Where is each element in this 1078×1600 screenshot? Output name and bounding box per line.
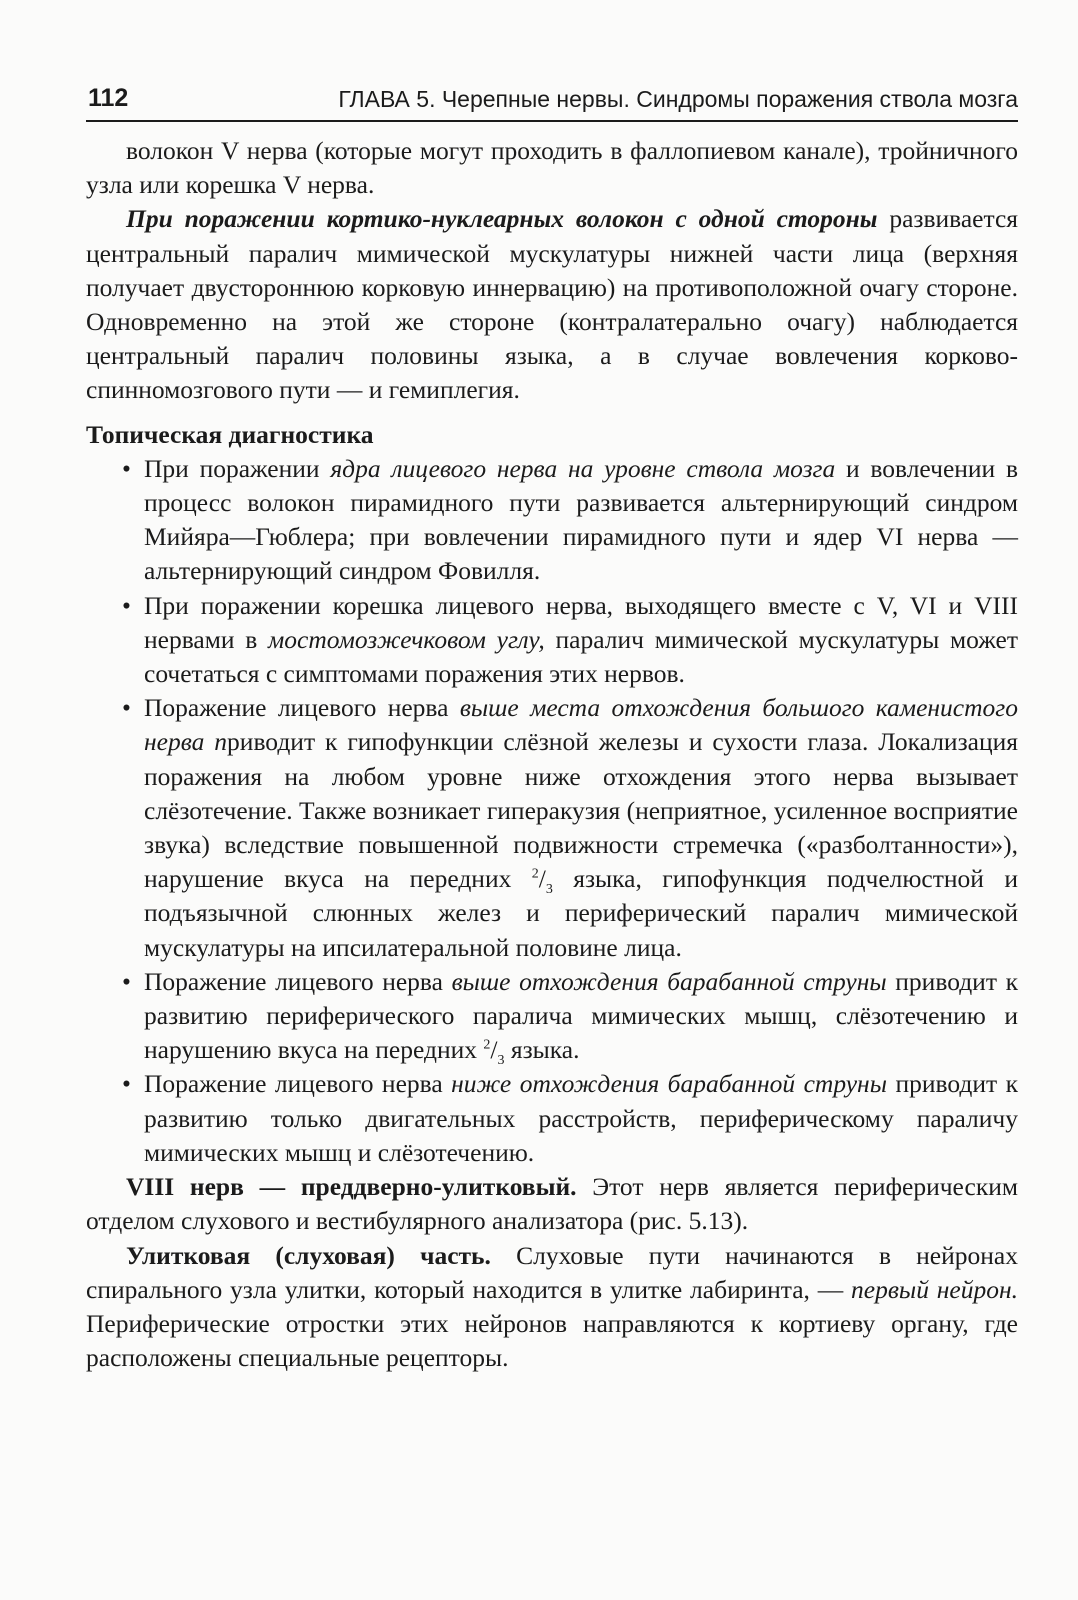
paragraph-text: Этот нерв является периферическим отделом слухового и вестибулярного анализатора (рис. 5.13). bbox=[86, 1172, 1019, 1236]
fraction-denominator: 3 bbox=[497, 1053, 505, 1069]
paragraph-lead-bold: Улитковая (слуховая) часть. bbox=[126, 1240, 491, 1270]
paragraph-text: развивается центральный паралич мимической мускулатуры нижней части лица (верхняя получает двустороннюю корковую иннервацию) на противоположной очагу стороне. Одновременно на этой же стороне (контралатерально очагу) наблюдается центральный паралич половины языка, а в случае вовлечения корково-спинномозгового пути — и гемиплегия. bbox=[86, 204, 1018, 405]
paragraph-emphasis: первый нейрон. bbox=[851, 1274, 1018, 1304]
list-item-emphasis: выше места отхождения большого каменистого нерва п bbox=[144, 693, 1018, 757]
fraction-slash: / bbox=[538, 864, 546, 894]
list-item bbox=[122, 965, 1018, 1069]
list-item-text: При поражении корешка лицевого нерва, выходящего вместе с V, VI и VIII нервами в bbox=[144, 590, 1018, 654]
bullet-glyph: • bbox=[122, 590, 131, 620]
list-item-text: риводит к гипофункции слёзной железы и сухости глаза. Локализация поражения на любом уровне ниже отхождения этого нерва вызывает слёзотечение. Также возникает гиперакузия (неприятное, усиленное восприятие звука) вследствие повышенной подвижности стремечка («разболтанности»), нарушение вкуса на передних bbox=[144, 727, 1018, 894]
fraction-two-thirds bbox=[483, 1035, 505, 1069]
list-item bbox=[122, 452, 1018, 589]
list-item-emphasis: выше отхождения барабанной струны bbox=[451, 966, 887, 996]
fraction-denominator: 3 bbox=[545, 882, 553, 898]
paragraph-lead-italic: При поражении кортико-нуклеарных волокон с одной стороны bbox=[126, 204, 878, 234]
fraction-slash: / bbox=[490, 1035, 498, 1065]
list-item-text: Поражение лицевого нерва bbox=[144, 966, 452, 996]
paragraph-text: Слуховые пути начинаются в нейронах спирального узла улитки, который находится в улитке лабиринта, — bbox=[86, 1240, 1018, 1304]
list-item-text: языка, гипофункция подчелюстной и подъязычной слюнных желез и периферический паралич мимической мускулатуры на ипсилатеральной половине лица. bbox=[144, 864, 1018, 962]
list-item-text: Поражение лицевого нерва bbox=[144, 1069, 452, 1099]
fraction-two-thirds bbox=[531, 864, 553, 898]
page-body bbox=[86, 134, 1018, 1375]
paragraph-lead-bold: VIII нерв — преддверно-улитковый. bbox=[126, 1172, 577, 1202]
list-item-text: и вовлечении в процесс волокон пирамидного пути развивается альтернирующий синдром Мийяра—Гюблера; при вовлечении пирамидного пути и ядер VI нерва — альтернирующий синдром Фовилля. bbox=[144, 453, 1018, 586]
list-item-emphasis: ниже отхождения барабанной струны bbox=[451, 1069, 887, 1099]
bullet-glyph: • bbox=[122, 966, 131, 996]
bullet-glyph: • bbox=[122, 453, 131, 483]
paragraph-cochlear-part bbox=[86, 1239, 1018, 1376]
list-item-text: Поражение лицевого нерва bbox=[144, 693, 460, 723]
bullet-glyph: • bbox=[122, 693, 131, 723]
running-title: ГЛАВА 5. Черепные нервы. Синдромы поражения ствола мозга bbox=[338, 86, 1018, 112]
page-number: 112 bbox=[88, 84, 129, 112]
page-header bbox=[86, 80, 1018, 122]
list-item-emphasis: мостомозжечковом углу, bbox=[268, 624, 545, 654]
paragraph-text: Периферические отростки этих нейронов направляются к кортиеву органу, где расположены специальные рецепторы. bbox=[86, 1308, 1018, 1373]
topical-diagnosis-list bbox=[86, 452, 1018, 1170]
list-item-emphasis: ядра лицевого нерва на уровне ствола мозга bbox=[330, 453, 836, 483]
list-item-text: приводит к развитию только двигательных расстройств, периферическому параличу мимических мышц и слёзотечению. bbox=[144, 1069, 1018, 1167]
list-item-text: языка. bbox=[504, 1035, 580, 1065]
list-item-text: приводит к развитию периферического паралича мимических мышц, слёзотечению и нарушению вкуса на передних bbox=[144, 966, 1018, 1065]
fraction-numerator: 2 bbox=[531, 866, 539, 882]
list-item bbox=[122, 691, 1018, 965]
list-item-text: паралич мимической мускулатуры может сочетаться с симптомами поражения этих нервов. bbox=[144, 624, 1018, 689]
section-heading: Топическая диагностика bbox=[86, 419, 374, 449]
list-item bbox=[122, 589, 1018, 692]
bullet-glyph: • bbox=[122, 1069, 131, 1099]
paragraph-nerve-viii bbox=[86, 1170, 1018, 1238]
paragraph-corticonuclear bbox=[86, 202, 1018, 407]
paragraph-continuation: волокон V нерва (которые могут проходить в фаллопиевом канале), тройничного узла или корешка V нерва. bbox=[86, 136, 1018, 200]
fraction-numerator: 2 bbox=[483, 1037, 491, 1053]
list-item-text: При поражении bbox=[144, 453, 331, 483]
list-item bbox=[122, 1067, 1018, 1170]
